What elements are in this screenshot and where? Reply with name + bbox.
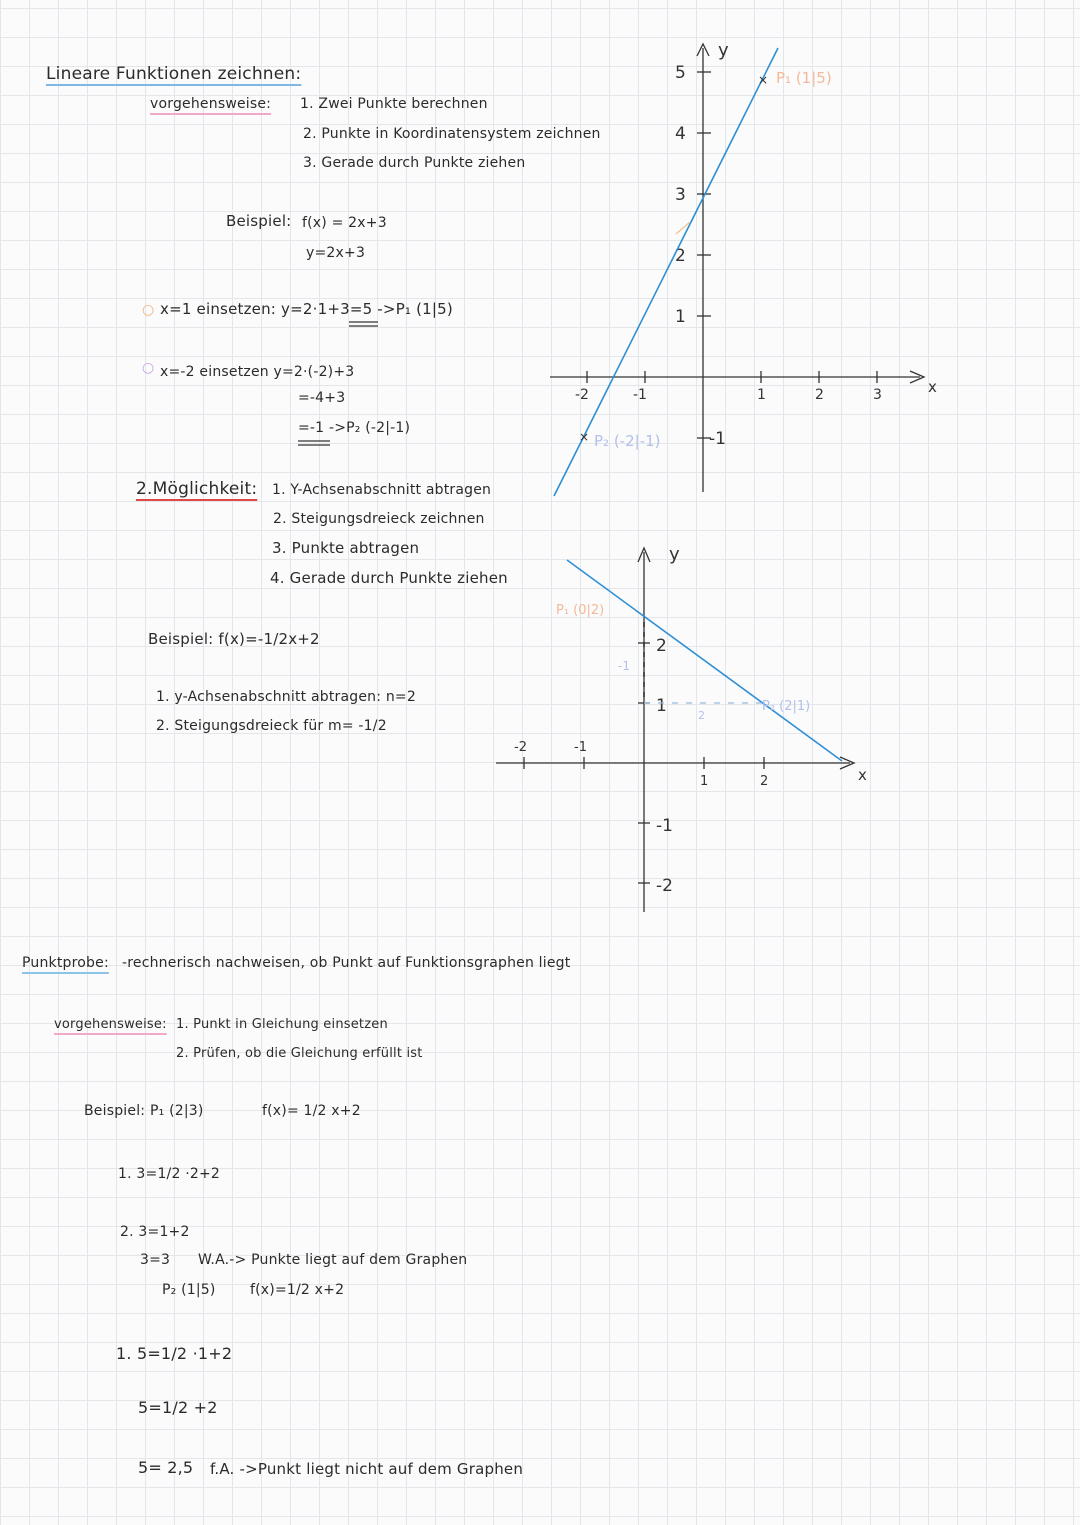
graph2-y-tick-label: 1 [656, 696, 667, 716]
graph2-point1-label: P₁ (0|2) [556, 603, 605, 618]
section-title-lineare-funktionen: Lineare Funktionen zeichnen: [46, 64, 302, 84]
punktprobe-function-1: f(x)= 1/2 x+2 [262, 1103, 361, 1119]
graph2-y-tick-label: -1 [656, 816, 673, 836]
graph1-function-line [554, 48, 778, 496]
calc-point-2-line-1: x=-2 einsetzen y=2·(-2)+3 [160, 364, 355, 380]
graph1-y-tick-label: -1 [709, 429, 726, 449]
procedure-step-3: 3. Gerade durch Punkte ziehen [303, 155, 526, 171]
method2-step-2: 2. Steigungsdreieck zeichnen [273, 511, 485, 527]
graph2-function-line [567, 560, 842, 761]
graph1-point1-label: P₁ (1|5) [776, 69, 832, 87]
graph1-y-tick-label: 2 [675, 246, 686, 266]
punktprobe-function-2: f(x)=1/2 x+2 [250, 1282, 345, 1298]
punktprobe-point-1: P₁ (2|3) [150, 1103, 204, 1119]
method2-sub-2: 2. Steigungsdreieck für m= -1/2 [156, 718, 387, 734]
method2-step-3: 3. Punkte abtragen [272, 539, 420, 557]
graph2-slope-horizontal-label: 2 [698, 709, 705, 722]
result-true: W.A.-> Punkte liegt auf dem Graphen [198, 1252, 468, 1268]
calc-point-2-line-2: =-4+3 [298, 390, 346, 406]
calc-a-line-3: 3=3 [140, 1252, 171, 1268]
punktprobe-definition: -rechnerisch nachweisen, ob Punkt auf Funktionsgraphen liegt [122, 955, 571, 971]
punktprobe-point-2: P₂ (1|5) [162, 1282, 216, 1298]
punktprobe-step-1: 1. Punkt in Gleichung einsetzen [176, 1017, 388, 1032]
method2-step-1: 1. Y-Achsenabschnitt abtragen [272, 482, 492, 498]
graph1-x-tick-label: 1 [757, 387, 766, 403]
calc-a-line-2: 2. 3=1+2 [120, 1224, 190, 1240]
graph2-point2-label: P₂ (2|1) [762, 699, 811, 714]
graph1-y-tick-label: 5 [675, 63, 686, 83]
graph1-point2-cross-icon: × [579, 430, 590, 444]
graph2-x-tick-label: 1 [700, 774, 709, 789]
graph1-x-tick-label: 3 [873, 387, 882, 403]
procedure-label: vorgehensweise: [150, 96, 272, 112]
example-y-equation: y=2x+3 [306, 245, 366, 261]
graph1-x-tick-label: -2 [575, 387, 589, 403]
graph1-x-label: x [928, 378, 937, 396]
graph2-y-label: y [669, 544, 680, 565]
result-false: f.A. ->Punkt liegt nicht auf dem Graphen [210, 1460, 524, 1478]
graph2-x-tick-label: -1 [574, 740, 587, 755]
calc-point-1: x=1 einsetzen: y=2·1+3=5 ->P₁ (1|5) [160, 300, 453, 318]
section-title-moeglichkeit: 2.Möglichkeit: [136, 479, 258, 499]
graph1-y-tick-label: 4 [675, 124, 686, 144]
graph2-y-tick-label: 2 [656, 636, 667, 656]
graph1-x-tick-label: -1 [633, 387, 647, 403]
procedure-step-2: 2. Punkte in Koordinatensystem zeichnen [303, 126, 601, 142]
graph1-x-tick-label: 2 [815, 387, 824, 403]
bullet-purple: ○ [142, 360, 155, 376]
calc-b-line-3: 5= 2,5 [138, 1458, 194, 1477]
method2-step-4: 4. Gerade durch Punkte ziehen [270, 569, 508, 587]
graph1-point2-label: P₂ (-2|-1) [594, 432, 661, 450]
graph1-y-tick-label: 1 [675, 307, 686, 327]
graph-2 [496, 544, 867, 912]
graph1-y-tick-label: 3 [675, 185, 686, 205]
example-function: f(x) = 2x+3 [302, 215, 387, 231]
calc-point-2-line-3: =-1 ->P₂ (-2|-1) [298, 420, 411, 436]
calc-b-line-1: 1. 5=1/2 ·1+2 [116, 1344, 233, 1363]
graph2-x-tick-label: 2 [760, 774, 769, 789]
punktprobe-example-label: Beispiel: [84, 1103, 146, 1119]
example-label: Beispiel: [226, 212, 292, 230]
punktprobe-step-2: 2. Prüfen, ob die Gleichung erfüllt ist [176, 1046, 423, 1061]
calc-a-line-1: 1. 3=1/2 ·2+2 [118, 1166, 221, 1182]
graph2-x-label: x [858, 766, 867, 784]
method2-sub-1: 1. y-Achsenabschnitt abtragen: n=2 [156, 689, 416, 705]
graph1-y-label: y [718, 40, 729, 61]
graph2-slope-vertical-label: -1 [618, 659, 630, 673]
punktprobe-procedure-label: vorgehensweise: [54, 1017, 167, 1032]
graph2-y-tick-label: -2 [656, 876, 673, 896]
method2-example: Beispiel: f(x)=-1/2x+2 [148, 630, 320, 648]
calc-b-line-2: 5=1/2 +2 [138, 1398, 218, 1417]
graph1-point1-cross-icon: × [758, 73, 769, 87]
procedure-step-1: 1. Zwei Punkte berechnen [300, 96, 488, 112]
graph-1 [550, 40, 937, 496]
graph2-x-tick-label: -2 [514, 740, 527, 755]
bullet-orange: ○ [142, 302, 155, 318]
section-title-punktprobe: Punktprobe: [22, 955, 109, 971]
